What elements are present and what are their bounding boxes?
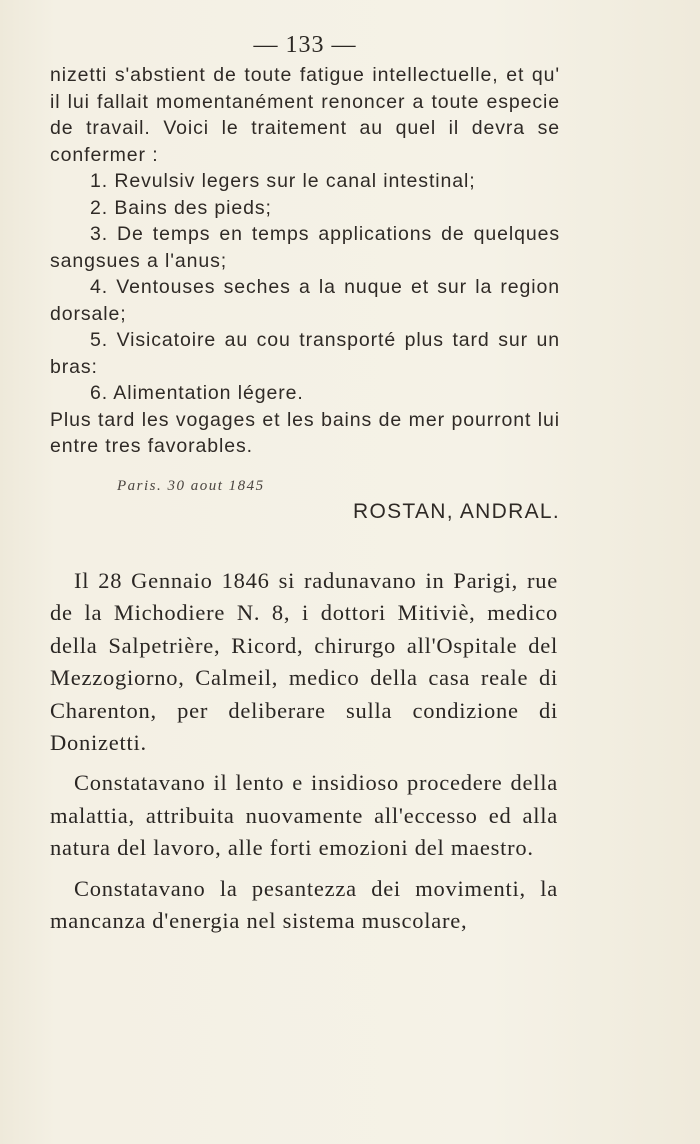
signature: ROSTAN, ANDRAL. (353, 500, 560, 523)
page-number: — 133 — (253, 32, 357, 58)
french-report (50, 62, 560, 460)
italian-paragraph: Constatavano la pesantezza dei movimenti, la mancanza d'energia nel sistema muscolare, (50, 875, 558, 934)
treatment-item: 2. Bains des pieds; (90, 196, 272, 219)
italian-paragraph: Constatavano il lento e insidioso procedere della malattia, attribuita nuovamente all'eccesso ed alla natura del lavoro, alle forti emozioni del maestro. (50, 770, 558, 861)
treatment-item: 1. Revulsiv legers sur le canal intestinal; (90, 170, 476, 192)
treatment-item: 6. Alimentation légere. (90, 382, 304, 404)
italian-narrative (50, 565, 558, 937)
dateline: Paris. 30 aout 1845 (117, 478, 265, 494)
italian-paragraph: Il 28 Gennaio 1846 si radunavano in Parigi, rue de la Michodiere N. 8, i dottori Mitiviè, medico della Salpetrière, Ricord, chirurgo all'Ospitale del Mezzogiorno, Calmeil, medico della casa reale di Charenton, per deliberare sulla condizione di Donizetti. (50, 568, 558, 756)
french-intro-paragraph: nizetti s'abstient de toute fatigue intellectuelle, et qu' il lui fallait momentanément renoncer a toute especie de travail. Voici le traitement au quel il devra se confermer : (50, 64, 560, 166)
french-closing-paragraph: Plus tard les vogages et les bains de mer pourront lui entre tres favorables. (50, 408, 560, 457)
treatment-item: 5. Visicatoire au cou transporté plus tard sur un bras: (50, 329, 560, 378)
treatment-item: 4. Ventouses seches a la nuque et sur la region dorsale; (50, 276, 560, 325)
treatment-item: 3. De temps en temps applications de quelques sangsues a l'anus; (50, 223, 560, 272)
